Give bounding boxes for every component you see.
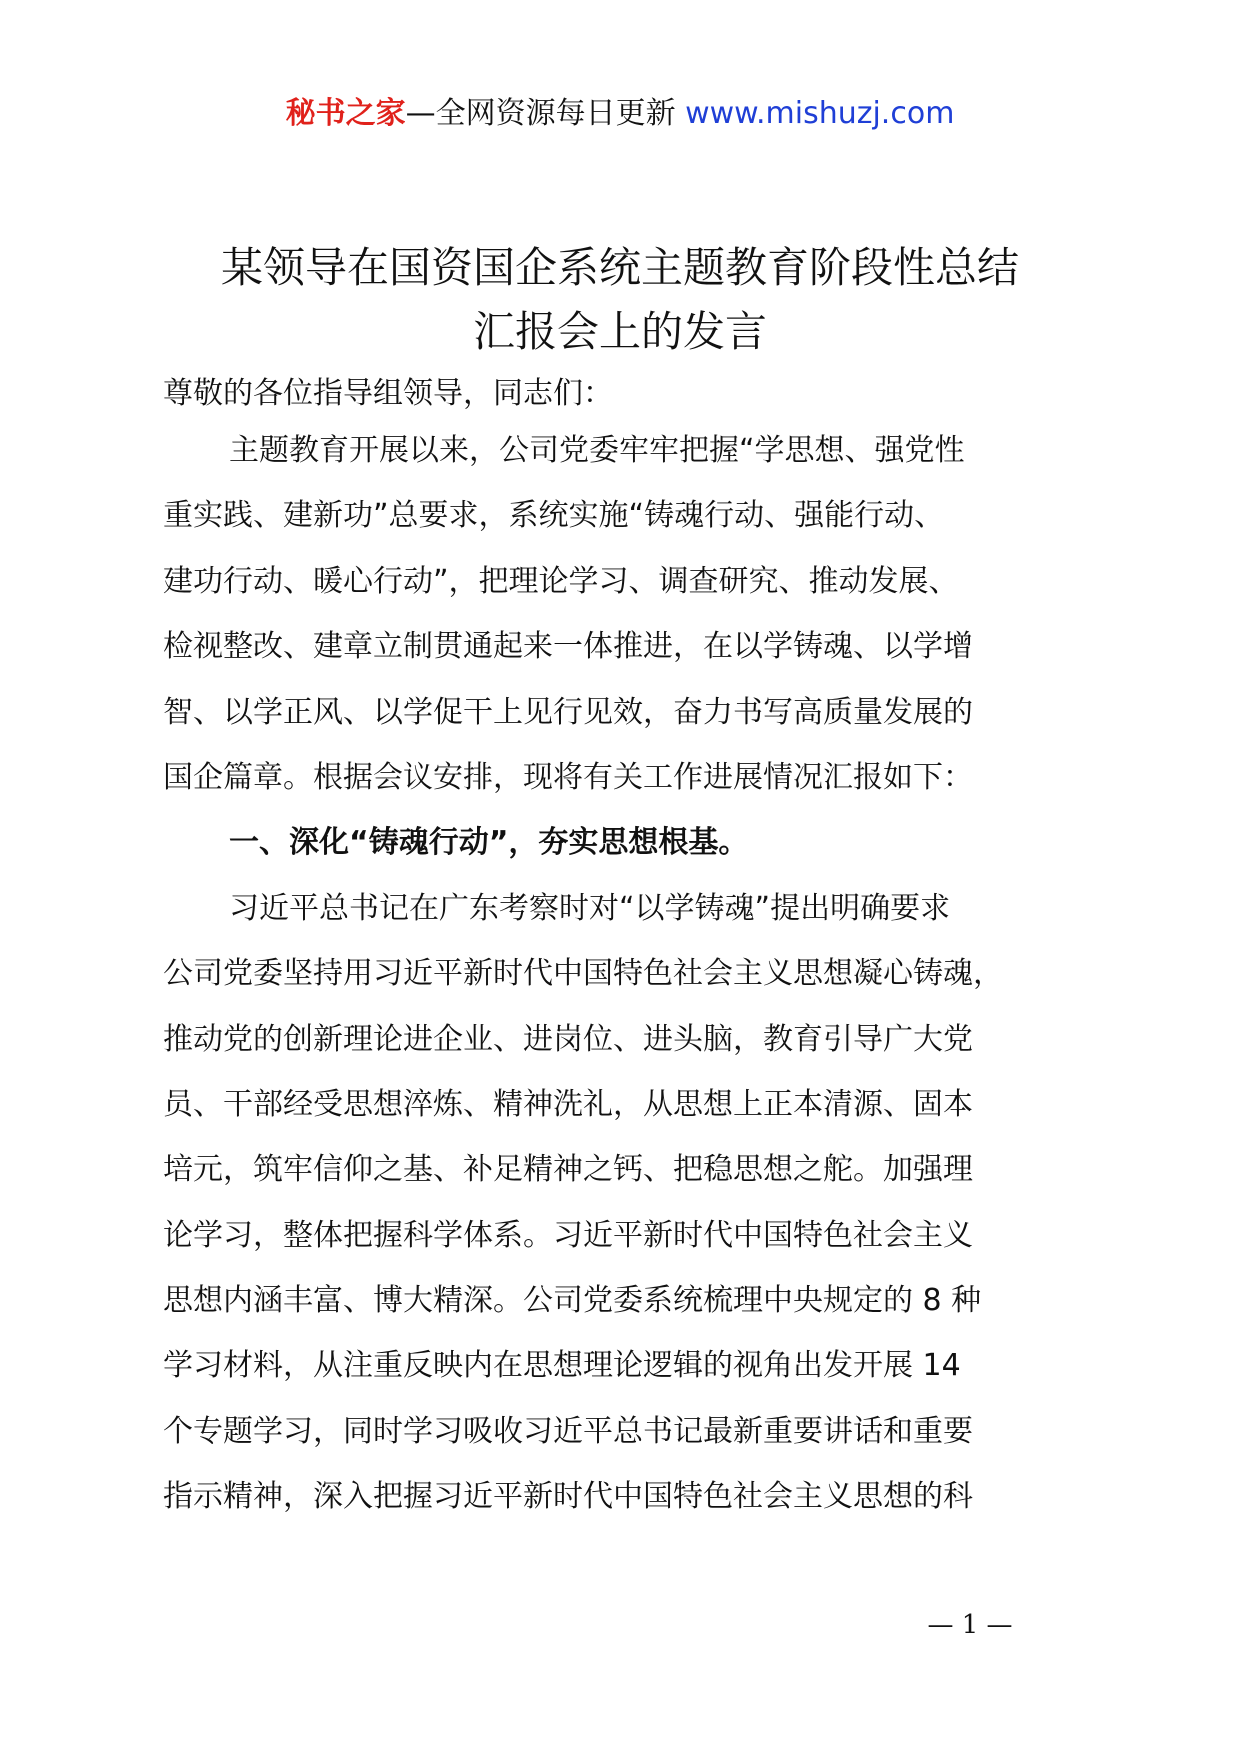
section-heading: 一、深化“铸魂行动”，夯实思想根基。 [229,825,749,861]
body-line: 推动党的创新理论进企业、进岗位、进头脑，教育引导广大党 [163,1021,973,1057]
body-line: 论学习，整体把握科学体系。习近平新时代中国特色社会主义 [163,1217,973,1253]
body-line: 检视整改、建章立制贯通起来一体推进，在以学铸魂、以学增 [163,629,973,665]
site-header [0,96,1240,132]
body-line: 培元，筑牢信仰之基、补足精神之钙、把稳思想之舵。加强理 [163,1152,973,1188]
header-tagline: —全网资源每日更新 [405,96,676,131]
page-number: — 1 — [927,1610,1013,1640]
body-line: 公司党委坚持用习近平新时代中国特色社会主义思想凝心铸魂， [163,956,1003,992]
body-line: 指示精神，深入把握习近平新时代中国特色社会主义思想的科 [163,1479,973,1515]
body-line: 员、干部经受思想淬炼、精神洗礼，从思想上正本清源、固本 [163,1086,973,1122]
body-line: 习近平总书记在广东考察时对“以学铸魂”提出明确要求 [229,890,951,926]
site-url-link[interactable]: www.mishuzj.com [675,96,955,131]
body-line: 主题教育开展以来，公司党委牢牢把握“学思想、强党性 [229,433,965,468]
body-line: 国企篇章。根据会议安排，现将有关工作进展情况汇报如下： [163,759,973,795]
brand-name: 秘书之家 [285,96,406,131]
body-line: 学习材料，从注重反映内在思想理论逻辑的视角出发开展 14 [163,1348,961,1384]
salutation: 尊敬的各位指导组领导，同志们： [163,376,613,411]
body-line: 个专题学习，同时学习吸收习近平总书记最新重要讲话和重要 [163,1413,973,1449]
document-title-line-1: 某领导在国资国企系统主题教育阶段性总结 [220,243,1019,292]
body-line: 建功行动、暖心行动”，把理论学习、调查研究、推动发展、 [163,563,959,599]
document-title-line-2: 汇报会上的发言 [472,307,767,356]
body-line: 智、以学正风、以学促干上见行见效，奋力书写高质量发展的 [163,694,973,730]
document-body [163,418,1093,1530]
body-line: 思想内涵丰富、博大精深。公司党委系统梳理中央规定的 8 种 [163,1283,982,1319]
body-line: 重实践、建新功”总要求，系统实施“铸魂行动、强能行动、 [163,498,945,534]
